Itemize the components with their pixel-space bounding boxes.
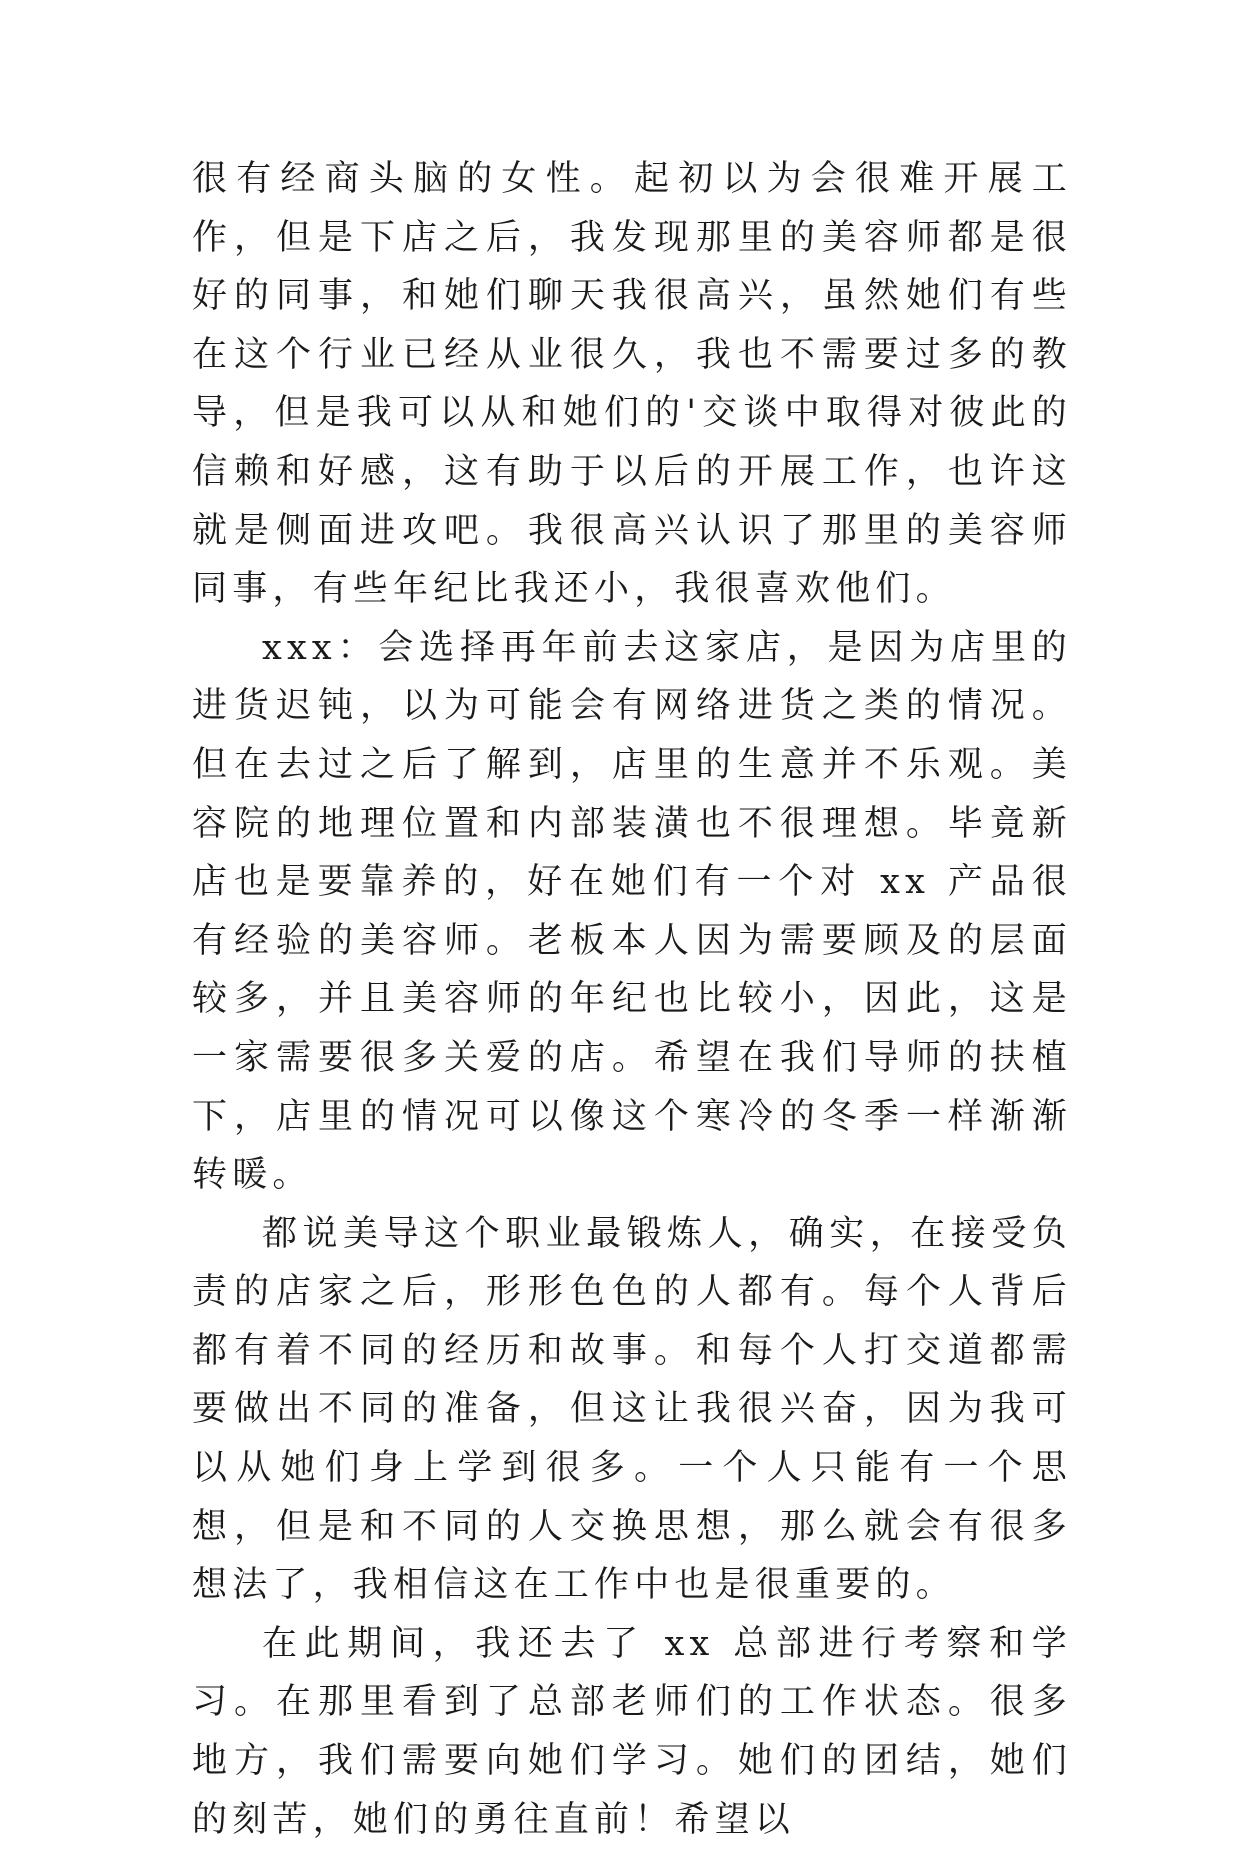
paragraph-store-visit: xxx：会选择再年前去这家店，是因为店里的进货迟钝，以为可能会有网络进货之类的情况。但在去过之后了解到，店里的生意并不乐观。美容院的地理位置和内部装潢也不很理想。毕竟新店也是要靠养的，好在她们有一个对 xx 产品很有经验的美容师。老板本人因为需要顾及的层面较多，并且美容师的年纪也比较小，因此，这是一家需要很多关爱的店。希望在我们导师的扶植下，店里的情况可以像这个寒冷的冬季一样渐渐转暖。 bbox=[192, 627, 1072, 1196]
paragraph-career-reflection: 都说美导这个职业最锻炼人，确实，在接受负责的店家之后，形形色色的人都有。每个人背后都有着不同的经历和故事。和每个人打交道都需要做出不同的准备，但这让我很兴奋，因为我可以从她们身上学到很多。一个人只能有一个思想，但是和不同的人交换思想，那么就会有很多想法了，我相信这在工作中也是很重要的。 bbox=[192, 1213, 1072, 1606]
paragraph-headquarters-study: 在此期间，我还去了 xx 总部进行考察和学习。在那里看到了总部老师们的工作状态。很多地方，我们需要向她们学习。她们的团结，她们的刻苦，她们的勇往直前！希望以 bbox=[192, 1623, 1072, 1840]
document-body bbox=[192, 150, 1072, 1849]
paragraph-continuation: 很有经商头脑的女性。起初以为会很难开展工作，但是下店之后，我发现那里的美容师都是很好的同事，和她们聊天我很高兴，虽然她们有些在这个行业已经从业很久，我也不需要过多的教导，但是我可以从和她们的'交谈中取得对彼此的信赖和好感，这有助于以后的开展工作，也许这就是侧面进攻吧。我很高兴认识了那里的美容师同事，有些年纪比我还小，我很喜欢他们。 bbox=[192, 159, 1072, 610]
